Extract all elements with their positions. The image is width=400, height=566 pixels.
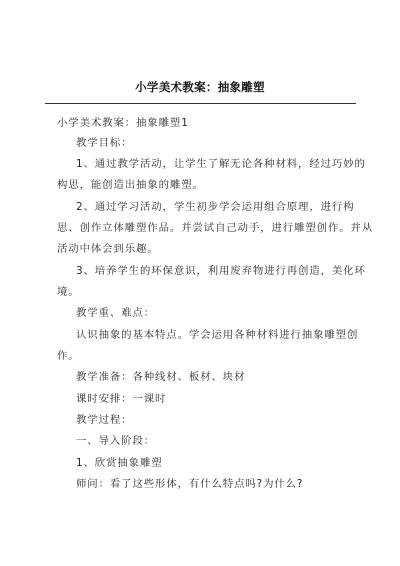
title-divider xyxy=(45,103,356,104)
document-title: 小学美术教案：抽象雕塑 xyxy=(135,80,265,94)
doc-line-keypoints-b: 作。 xyxy=(57,350,80,362)
doc-line-step-appreciate: 1、欣赏抽象雕塑 xyxy=(76,457,163,469)
doc-line-objective-1b: 构思，能创造出抽象的雕塑。 xyxy=(57,179,204,191)
doc-line-process-heading: 教学过程： xyxy=(76,414,133,426)
doc-line-objective-3b: 境。 xyxy=(57,286,80,298)
doc-line-objective-3a: 3、培养学生的环保意识，利用废弃物进行再创造，美化环 xyxy=(76,265,366,277)
doc-line-stage-intro: 一、导入阶段： xyxy=(76,435,156,447)
doc-line-objective-1a: 1、通过教学活动，让学生了解无论各种材料，经过巧妙的 xyxy=(76,158,366,170)
doc-line-keypoints-a: 认识抽象的基本特点。学会运用各种材料进行抽象雕塑创 xyxy=(76,329,359,341)
doc-line-objectives-heading: 教学目标： xyxy=(76,137,133,149)
doc-line-preparation: 教学准备：各种线材、板材、块材 xyxy=(76,371,246,383)
doc-line-objective-2a: 2、通过学习活动，学生初步学会运用组合原理，进行构 xyxy=(76,201,355,213)
doc-line-subtitle: 小学美术教案：抽象雕塑1 xyxy=(57,117,189,129)
doc-line-objective-2b: 思、创作立体雕塑作品。并尝试自己动手，进行雕塑创作。并从 xyxy=(57,222,374,234)
doc-line-schedule: 课时安排：一课时 xyxy=(76,393,167,405)
doc-line-objective-2c: 活动中体会到乐趣。 xyxy=(57,243,159,255)
doc-line-teacher-question: 师问：看了这些形体，有什么特点吗?为什么? xyxy=(76,478,304,490)
doc-line-keypoints-heading: 教学重、难点： xyxy=(76,307,156,319)
